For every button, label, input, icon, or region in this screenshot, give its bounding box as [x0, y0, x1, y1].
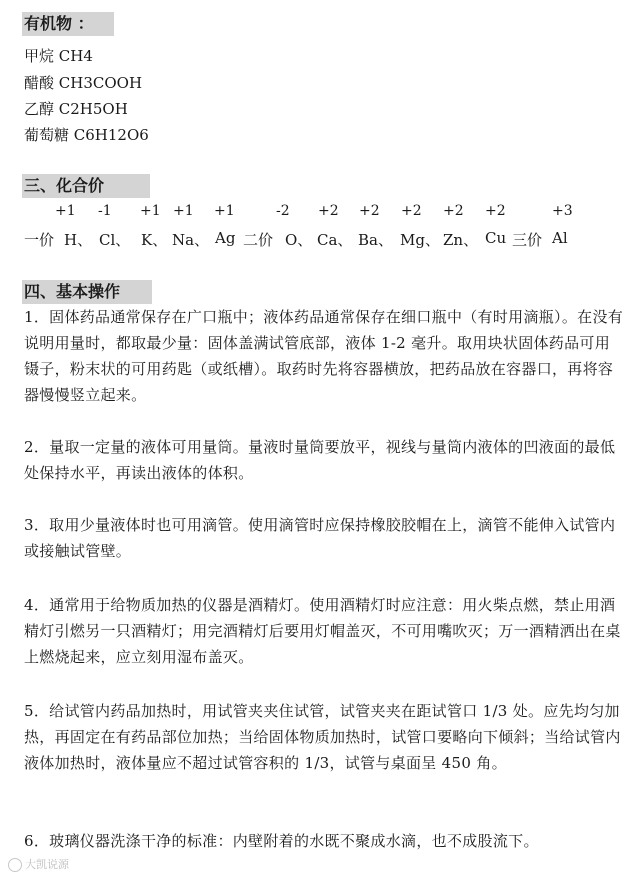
organic-item: 乙醇 C2H5OH	[24, 100, 128, 118]
valence-symbol: 二价	[243, 231, 274, 249]
weibo-logo-icon	[8, 858, 22, 872]
valence-symbol: Na、	[172, 231, 210, 249]
operation-paragraph: 5．给试管内药品加热时，用试管夹夹住试管，试管夹夹在距试管口 1/3 处。应先均匀加热，再固定在有药品部位加热；当给固体物质加热时，试管口要略向下倾斜；当给试管内液体加热时，液体量应不超过试管容积的 1/3，试管与桌面呈 450 角。	[24, 702, 621, 772]
valence-symbol: Ba、	[358, 231, 393, 249]
watermark-text: 大凯说源	[25, 858, 69, 871]
valence-symbol: 三价	[512, 231, 543, 249]
valence-value: +3	[552, 203, 573, 219]
operation-paragraph: 3．取用少量液体时也可用滴管。使用滴管时应保持橡胶胶帽在上，滴管不能伸入试管内或接触试管壁。	[24, 516, 616, 560]
valence-value: +2	[443, 203, 464, 219]
section-heading-valence: 三、化合价	[22, 174, 150, 198]
operation-paragraph: 1．固体药品通常保存在广口瓶中；液体药品通常保存在细口瓶中（有时用滴瓶）。在没有说明用量时，都取最少量：固体盖满试管底部，液体 1-2 毫升。取用块状固体药品可用镊子，粉末状的可用药匙（或纸槽）。取药时先将容器横放，把药品放在容器口，再将容器慢慢竖立起来。	[24, 308, 624, 404]
operation-paragraph: 6．玻璃仪器洗涤干净的标准：内壁附着的水既不聚成水滴，也不成股流下。	[24, 832, 539, 850]
valence-value: +2	[359, 203, 380, 219]
valence-value: -1	[98, 203, 112, 219]
valence-value: +2	[318, 203, 339, 219]
operation-paragraph: 4．通常用于给物质加热的仪器是酒精灯。使用酒精灯时应注意：用火柴点燃，禁止用酒精灯引燃另一只酒精灯；用完酒精灯后要用灯帽盖灭，不可用嘴吹灭；万一酒精洒出在桌上燃烧起来，应立刻用湿布盖灭。	[24, 596, 621, 666]
valence-value: +1	[140, 203, 161, 219]
valence-symbol: 一价	[24, 231, 55, 249]
valence-value: -2	[276, 203, 290, 219]
valence-symbol: O、	[285, 231, 313, 249]
section-heading-organic: 有机物 ：	[22, 12, 114, 36]
organic-item: 甲烷 CH4	[24, 47, 93, 65]
watermark	[8, 856, 69, 872]
valence-symbol: Cu	[485, 229, 507, 247]
valence-symbol: K、	[141, 231, 168, 249]
valence-symbol: H、	[64, 231, 93, 249]
valence-value: +2	[401, 203, 422, 219]
section-heading-operations: 四、基本操作	[22, 280, 152, 304]
valence-symbol: Zn、	[443, 231, 479, 249]
operation-paragraph: 2．量取一定量的液体可用量筒。量液时量筒要放平，视线与量筒内液体的凹液面的最低处保持水平，再读出液体的体积。	[24, 438, 616, 482]
valence-value: +1	[173, 203, 194, 219]
valence-symbol: Cl、	[99, 231, 131, 249]
valence-value: +1	[214, 203, 235, 219]
valence-symbol: Mg、	[400, 231, 440, 249]
valence-symbol: Ca、	[317, 231, 353, 249]
organic-item: 葡萄糖 C6H12O6	[24, 126, 149, 144]
organic-item: 醋酸 CH3COOH	[24, 74, 143, 92]
valence-symbol: Ag	[215, 229, 236, 247]
valence-value: +1	[55, 203, 76, 219]
valence-symbol: Al	[552, 229, 568, 247]
valence-value: +2	[485, 203, 506, 219]
